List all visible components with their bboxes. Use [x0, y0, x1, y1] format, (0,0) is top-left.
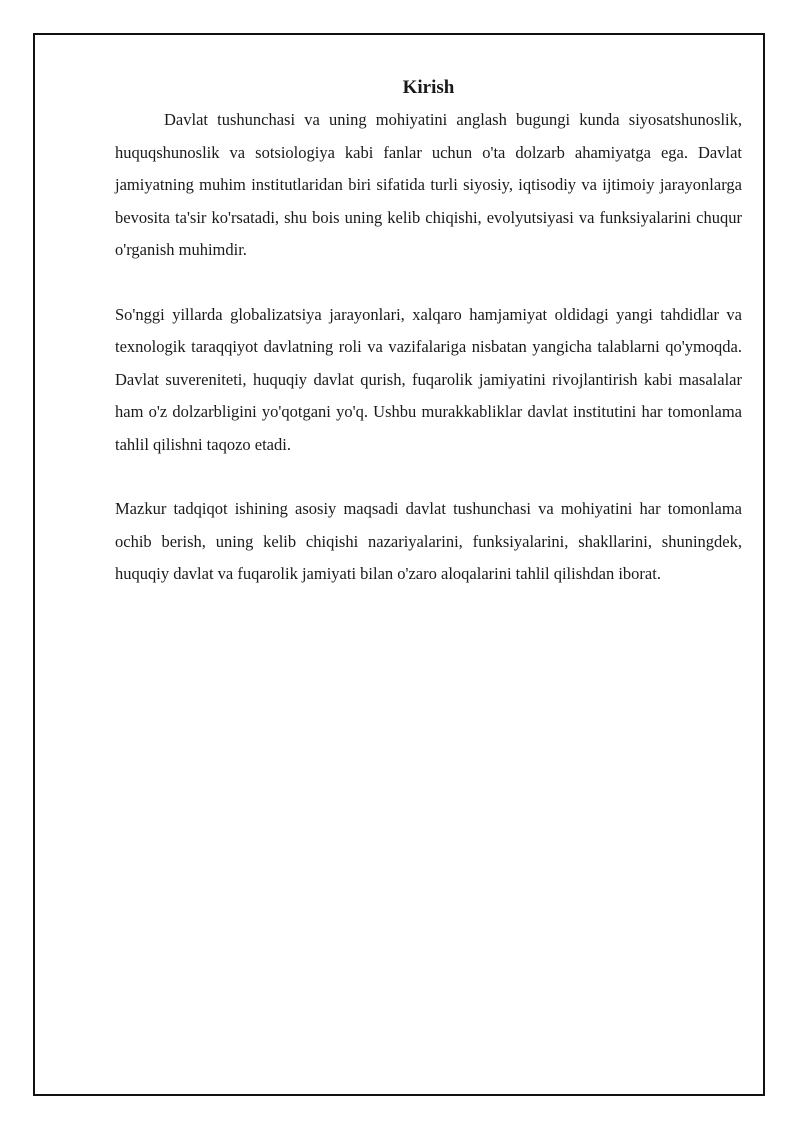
- paragraph-3: Mazkur tadqiqot ishining asosiy maqsadi davlat tushunchasi va mohiyatini har tomonlama ochib berish, uning kelib chiqishi nazariyalarini, funksiyalarini, shakllarini, shuningdek, huquqiy davlat va fuqarolik jamiyati bilan o'zaro aloqalarini tahlil qilishdan iborat.: [115, 499, 742, 583]
- paragraph-2: So'nggi yillarda globalizatsiya jarayonlari, xalqaro hamjamiyat oldidagi yangi tahdidlar va texnologik taraqqiyot davlatning roli va vazifalariga nisbatan yangicha talablarni qo'ymoqda. Davlat suvereniteti, huquqiy davlat qurish, fuqarolik jamiyatini rivojlantirish kabi masalalar ham o'z dolzarbligini yo'qotgani yo'q. Ushbu murakkabliklar davlat institutini har tomonlama tahlil qilishni taqozo etadi.: [115, 304, 742, 454]
- document-body: [115, 74, 742, 623]
- paragraph-1: Davlat tushunchasi va uning mohiyatini anglash bugungi kunda siyosatshunoslik, huquqshunoslik va sotsiologiya kabi fanlar uchun o'ta dolzarb ahamiyatga ega. Davlat jamiyatning muhim institutlaridan biri sifatida turli siyosiy, iqtisodiy va ijtimoiy jarayonlarga bevosita ta'sir ko'rsatadi, shu bois uning kelib chiqishi, evolyutsiyasi va funksiyalarini chuqur o'rganish muhimdir.: [115, 110, 742, 259]
- page-title: Kirish: [402, 77, 455, 98]
